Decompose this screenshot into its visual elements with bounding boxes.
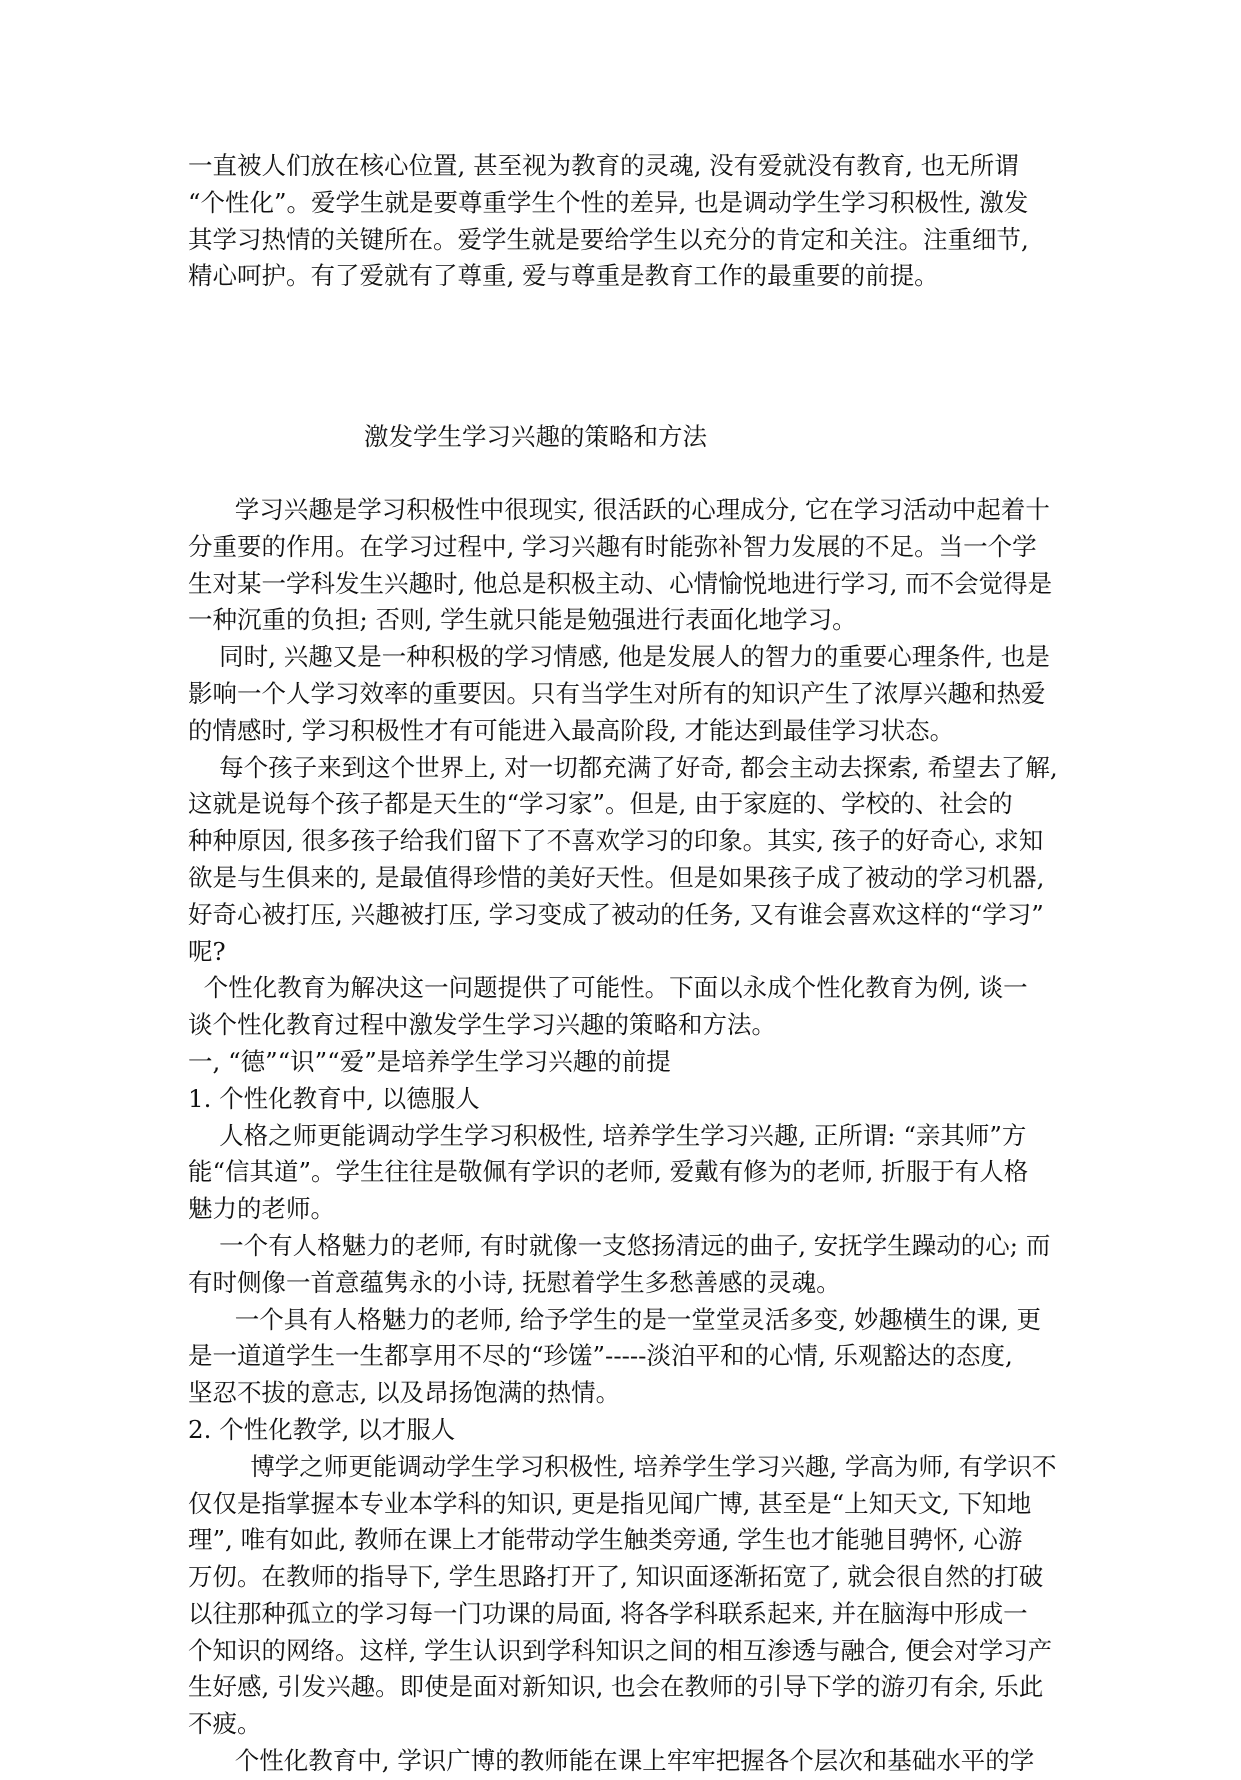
intro-paragraph: 一直被人们放在核心位置, 甚至视为教育的灵魂, 没有爱就没有教育, 也无所谓 “个性化”。爱学生就是要尊重学生个性的差异, 也是调动学生学习积极性, 激发 其学习热情的关键所在。爱学生就是要给学生以充分的肯定和关注。注重细节, 精心呵护。有了爱就有了尊重, 爱与尊重是教育工作的最重要的前提。: [188, 151, 1029, 291]
body-paragraph: 个性化教育中, 学识广博的教师能在课上牢牢把握各个层次和基础水平的学: [188, 1746, 1035, 1776]
body-paragraph: 一个具有人格魅力的老师, 给予学生的是一堂堂灵活多变, 妙趣横生的课, 更 是一道道学生一生都享用不尽的“珍馐”-----淡泊平和的心情, 乐观豁达的态度, 坚忍不拔的意志, 以及昂扬饱满的热情。: [188, 1304, 1041, 1408]
subsection-heading: 2. 个性化教学, 以才服人: [188, 1414, 456, 1444]
section-heading: 一, “德”“识”“爱”是培养学生学习兴趣的前提: [188, 1046, 671, 1076]
subsection-heading: 1. 个性化教育中, 以德服人: [188, 1083, 480, 1113]
body-paragraph: 学习兴趣是学习积极性中很现实, 很活跃的心理成分, 它在学习活动中起着十 分重要的作用。在学习过程中, 学习兴趣有时能弥补智力发展的不足。当一个学 生对某一学科发生兴趣时, 他总是积极主动、心情愉悦地进行学习, 而不会觉得是 一种沉重的负担; 否则, 学生就只能是勉强进行表面化地学习。: [188, 494, 1053, 635]
body-paragraph: 个性化教育为解决这一问题提供了可能性。下面以永成个性化教育为例, 谈一 谈个性化教育过程中激发学生学习兴趣的策略和方法。: [188, 973, 1028, 1040]
document-title: 激发学生学习兴趣的策略和方法: [364, 422, 707, 452]
body-paragraph: 同时, 兴趣又是一种积极的学习情感, 他是发展人的智力的重要心理条件, 也是 影响一个人学习效率的重要因。只有当学生对所有的知识产生了浓厚兴趣和热爱 的情感时, 学习积极性才有可能进入最高阶段, 才能达到最佳学习状态。: [188, 642, 1050, 745]
spacer: [188, 456, 1060, 492]
spacer: [188, 295, 1060, 419]
body-paragraph: 人格之师更能调动学生学习积极性, 培养学生学习兴趣, 正所谓: “亲其师”方 能“信其道”。学生往往是敬佩有学识的老师, 爱戴有修为的老师, 折服于有人格 魅力的老师。: [188, 1120, 1029, 1224]
body-paragraph: 一个有人格魅力的老师, 有时就像一支悠扬清远的曲子, 安抚学生躁动的心; 而 有时侧像一首意蕴隽永的小诗, 抚慰着学生多愁善感的灵魂。: [188, 1230, 1051, 1297]
body-paragraph: 每个孩子来到这个世界上, 对一切都充满了好奇, 都会主动去探索, 希望去了解, 这就是说每个孩子都是天生的“学习家”。但是, 由于家庭的、学校的、社会的 种种原因, 很多孩子给我们留下了不喜欢学习的印象。其实, 孩子的好奇心, 求知 欲是与生俱来的, 是最值得珍惜的美好天性。但是如果孩子成了被动的学习机器, 好奇心被打压, 兴趣被打压, 学习变成了被动的任务, 又有谁会喜欢这样的“学习” 呢?: [188, 752, 1058, 966]
body-paragraph: 博学之师更能调动学生学习积极性, 培养学生学习兴趣, 学高为师, 有学识不 仅仅是指掌握本专业本学科的知识, 更是指见闻广博, 甚至是“上知天文, 下知地 理”, 唯有如此, 教师在课上才能带动学生触类旁通, 学生也才能驰目骋怀, 心游 万仞。在教师的指导下, 学生思路打开了, 知识面逐渐拓宽了, 就会很自然的打破 以往那种孤立的学习每一门功课的局面, 将各学科联系起来, 并在脑海中形成一 个知识的网络。这样, 学生认识到学科知识之间的相互渗透与融合, 便会对学习产 生好感, 引发兴趣。即使是面对新知识, 也会在教师的引导下学的游刃有余, 乐此 不疲。: [188, 1451, 1057, 1739]
document-body: [188, 148, 1060, 1780]
